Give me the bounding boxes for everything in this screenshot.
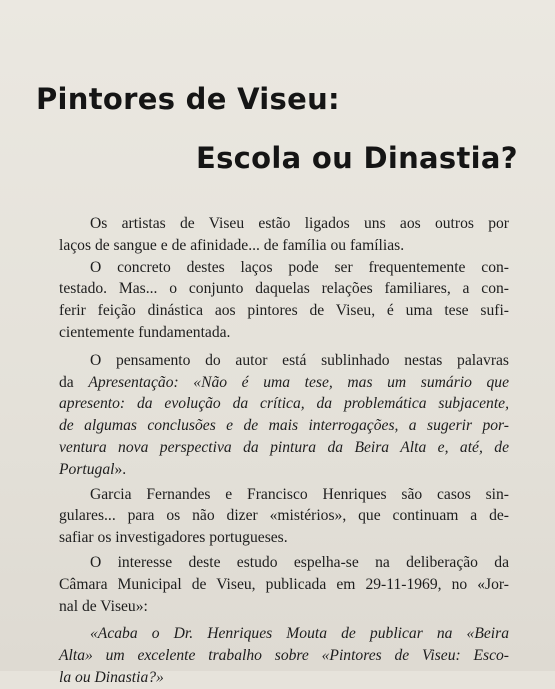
p4-line-1: Garcia Fernandes e Francisco Henriques são casos sin- — [90, 485, 509, 503]
p4-line-2: gulares... para os não dizer «mistérios», que continuam a de- — [59, 507, 509, 525]
body-text — [59, 213, 509, 689]
p3-line-1: O pensamento do autor está sublinhado nestas palavras — [90, 351, 509, 369]
p3-line-6 — [59, 459, 509, 481]
p3-line-6-suffix: ». — [114, 460, 127, 478]
p5-line-1: O interesse deste estudo espelha-se na deliberação da — [90, 553, 509, 571]
p5-line-3: nal de Viseu»: — [59, 597, 148, 615]
title-line-2: Escola ou Dinastia? — [196, 141, 518, 175]
p3-line-6-italic: Portugal — [59, 460, 115, 478]
p3-line-3: apresento: da evolução da crítica, da problemática subjacente, — [59, 395, 509, 413]
p1-line-1: Os artistas de Viseu estão ligados uns aos outros por — [90, 215, 509, 232]
title-line-1: Pintores de Viseu: — [36, 82, 340, 116]
p2-line-2: testado. Mas... o conjunto daquelas relações familiares, a con- — [59, 280, 509, 298]
p3-line-2-prefix: da — [59, 373, 89, 391]
p3-line-5: ventura nova perspectiva da pintura da Beira Alta e, até, de — [59, 438, 509, 456]
p2-line-1: O concreto destes laços pode ser frequentemente con- — [90, 258, 509, 276]
p2-line-3: ferir feição dinástica aos pintores de Viseu, é uma tese sufi- — [59, 302, 509, 320]
p3-line-2-italic: Apresentação: «Não é uma tese, mas um sumário que — [88, 373, 510, 391]
p3-line-2 — [59, 372, 509, 394]
p2-line-4: cientemente fundamentada. — [59, 323, 231, 341]
quote-line-1: «Acaba o Dr. Henriques Mouta de publicar na «Beira — [90, 625, 509, 643]
quote-line-2: Alta» um excelente trabalho sobre «Pintores de Viseu: Esco- — [59, 647, 509, 665]
p3-line-4: de algumas conclusões e de mais interrogações, a sugerir por- — [59, 417, 509, 435]
p5-line-2: Câmara Municipal de Viseu, publicada em 29-11-1969, no «Jor- — [59, 575, 509, 593]
p1-line-2: laços de sangue e de afinidade... de família ou famílias. — [59, 236, 405, 254]
p4-line-3: safiar os investigadores portugueses. — [59, 529, 288, 547]
quote-line-3: la ou Dinastia?» — [59, 668, 164, 686]
